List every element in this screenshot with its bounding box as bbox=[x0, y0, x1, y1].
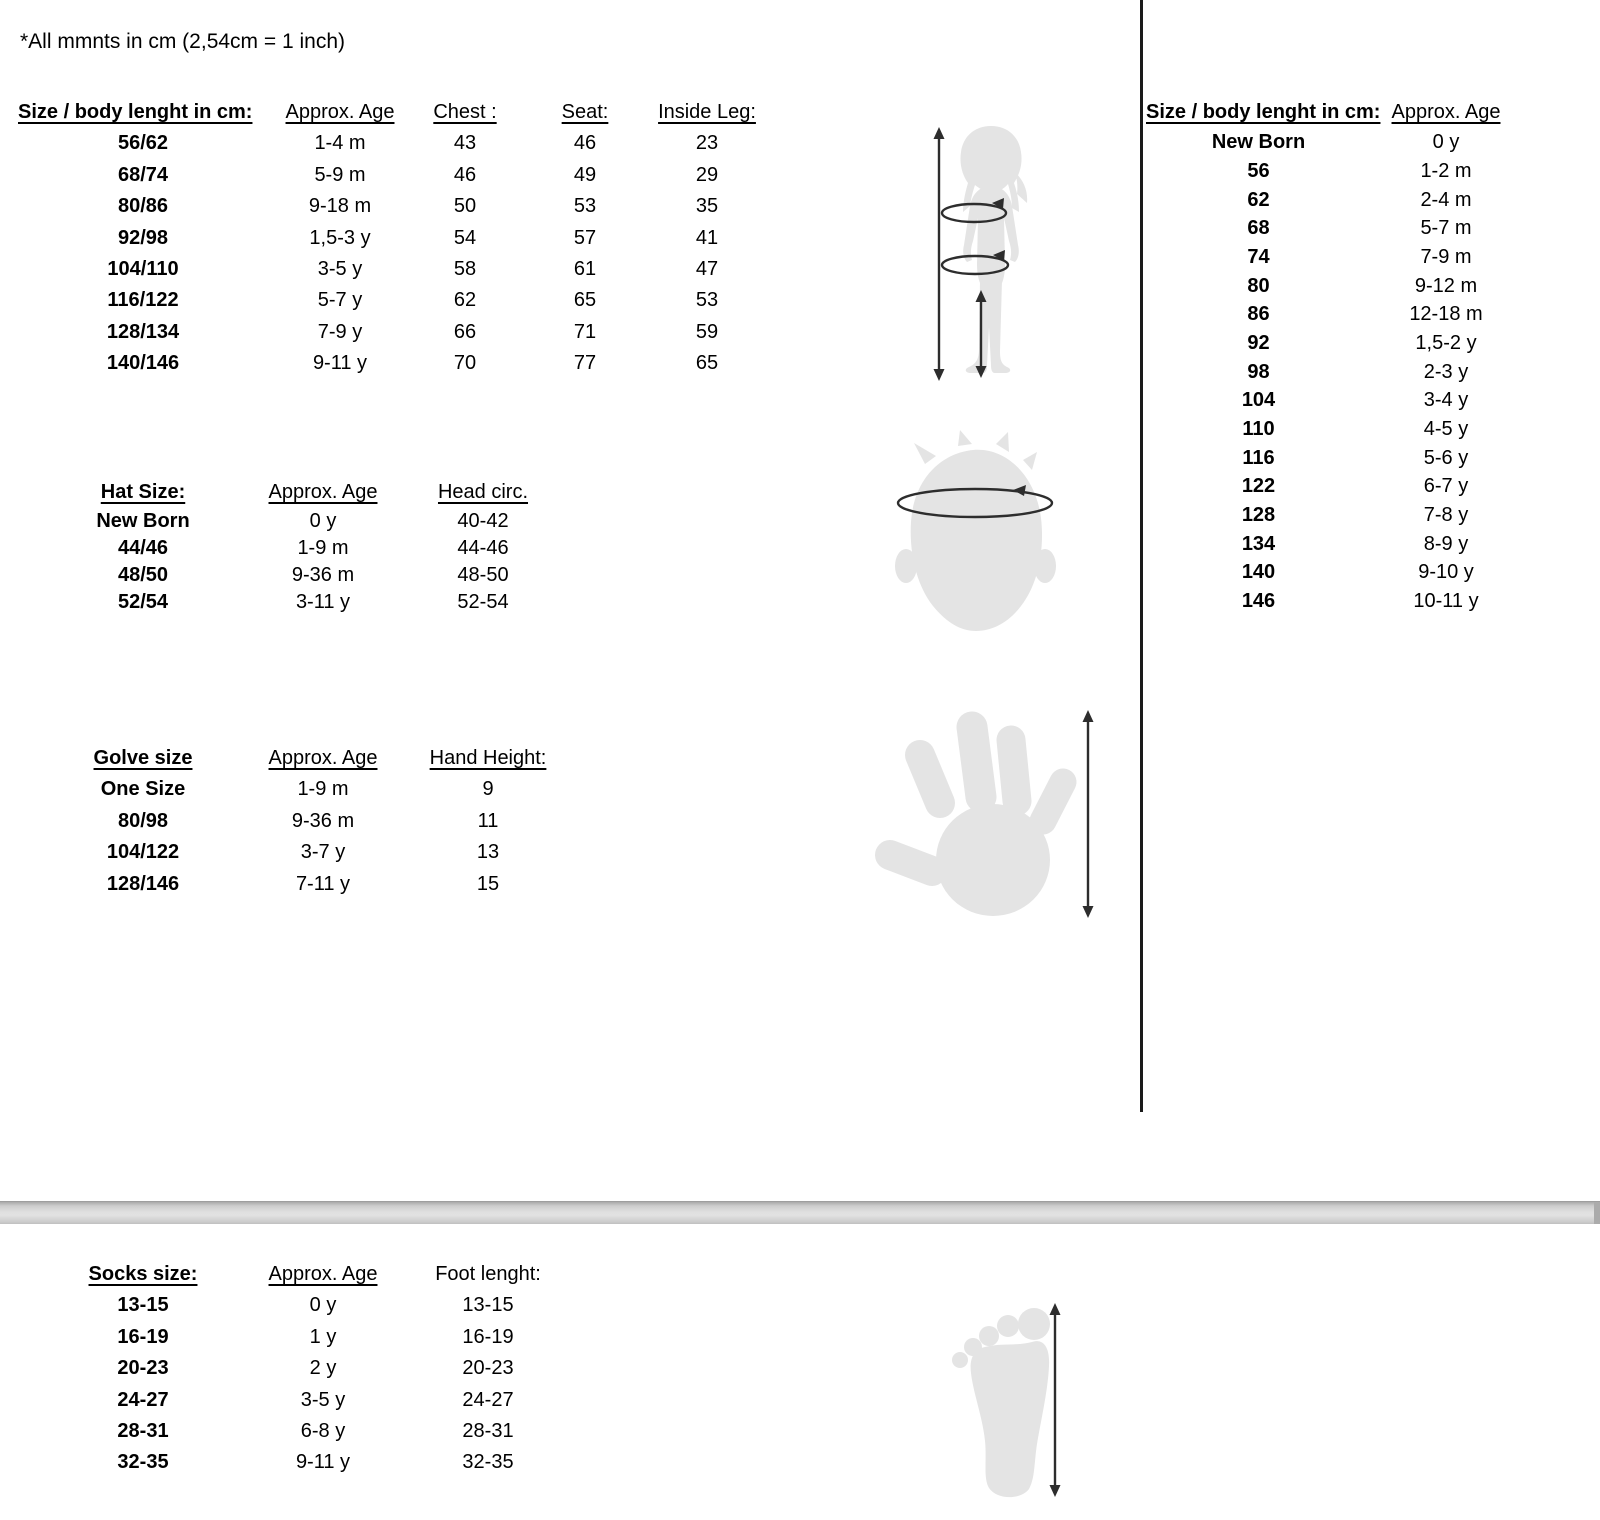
hand-height-arrow-icon bbox=[1083, 710, 1094, 918]
table-cell: 140 bbox=[1241, 561, 1276, 584]
table-cell: 140/146 bbox=[106, 352, 180, 375]
table-cell: 53 bbox=[695, 289, 719, 312]
table-cell: 1,5-2 y bbox=[1415, 331, 1477, 354]
table-cell: 9 bbox=[482, 778, 494, 801]
table-cell: 9-11 y bbox=[312, 352, 368, 375]
table-cell: 1 y bbox=[309, 1325, 337, 1348]
column-header-head-circ: Head circ. bbox=[437, 481, 529, 503]
table-cell: 3-5 y bbox=[317, 257, 363, 280]
foot-length-arrow-icon bbox=[1050, 1303, 1061, 1497]
table-cell: 104 bbox=[1241, 389, 1276, 412]
table-cell: 46 bbox=[573, 132, 597, 155]
table-cell: 65 bbox=[695, 352, 719, 375]
table-cell: 116 bbox=[1242, 446, 1275, 469]
hat-size-table bbox=[58, 477, 548, 616]
hand-height-silhouette bbox=[850, 685, 1110, 935]
table-cell: 9-12 m bbox=[1414, 274, 1478, 297]
column-header-size: Size / body lenght in cm: bbox=[1146, 101, 1381, 123]
table-cell: 1-2 m bbox=[1420, 160, 1472, 183]
table-cell: 2-4 m bbox=[1420, 188, 1472, 211]
measurement-note: *All mmnts in cm (2,54cm = 1 inch) bbox=[20, 30, 346, 53]
table-cell: 134 bbox=[1241, 532, 1276, 555]
table-cell: 56 bbox=[1247, 160, 1270, 183]
table-cell: 24-27 bbox=[117, 1388, 169, 1411]
table-cell: 116/122 bbox=[107, 289, 179, 312]
table-cell: 32-35 bbox=[117, 1451, 169, 1474]
table-cell: 15 bbox=[476, 872, 500, 895]
column-header-age: Approx. Age bbox=[285, 101, 395, 123]
table-cell: 9-11 y bbox=[295, 1451, 351, 1474]
table-cell: 11 bbox=[477, 809, 499, 832]
table-cell: One Size bbox=[100, 778, 186, 801]
column-header-foot-length: Foot lenght: bbox=[435, 1263, 541, 1285]
table-cell: 1-4 m bbox=[314, 132, 366, 155]
table-cell: 65 bbox=[573, 289, 597, 312]
column-header-age: Approx. Age bbox=[1391, 101, 1501, 123]
table-cell: 7-9 m bbox=[1420, 246, 1472, 269]
table-cell: 0 y bbox=[309, 510, 337, 533]
table-cell: 3-11 y bbox=[295, 591, 351, 614]
child-height-measurement-silhouette bbox=[900, 112, 1070, 392]
table-cell: 122 bbox=[1241, 475, 1276, 498]
column-header-age: Approx. Age bbox=[268, 481, 378, 503]
column-header-seat: Seat: bbox=[561, 101, 609, 123]
horizontal-divider-bar bbox=[0, 1201, 1600, 1224]
vertical-divider-line bbox=[1140, 0, 1143, 1112]
table-cell: 1-9 m bbox=[297, 778, 349, 801]
foot-silhouette bbox=[952, 1308, 1050, 1497]
table-cell: 3-5 y bbox=[300, 1388, 346, 1411]
table-cell: 2-3 y bbox=[1423, 360, 1469, 383]
socks-size-table bbox=[58, 1259, 558, 1479]
table-cell: 57 bbox=[573, 226, 597, 249]
table-cell: 6-8 y bbox=[300, 1419, 346, 1442]
table-cell: 43 bbox=[453, 132, 477, 155]
table-cell: 74 bbox=[1247, 246, 1270, 269]
glove-size-table bbox=[58, 743, 558, 900]
table-cell: 54 bbox=[453, 226, 477, 249]
table-cell: 59 bbox=[695, 320, 719, 343]
table-cell: 66 bbox=[453, 320, 477, 343]
table-cell: 40-42 bbox=[457, 510, 509, 533]
table-cell: 146 bbox=[1241, 589, 1276, 612]
table-cell: 80/98 bbox=[117, 809, 169, 832]
table-cell: 53 bbox=[573, 195, 597, 218]
table-cell: 80/86 bbox=[117, 195, 169, 218]
table-cell: 7-9 y bbox=[317, 320, 363, 343]
table-cell: 12-18 m bbox=[1409, 303, 1483, 326]
column-header-hand-height: Hand Height: bbox=[429, 747, 547, 769]
table-cell: 13 bbox=[476, 841, 500, 864]
table-cell: 44-46 bbox=[457, 537, 509, 560]
head-circumference-silhouette bbox=[880, 430, 1080, 660]
table-cell: 0 y bbox=[309, 1294, 337, 1317]
table-cell: 52-54 bbox=[457, 591, 509, 614]
table-cell: 16-19 bbox=[462, 1325, 514, 1348]
table-cell: 20-23 bbox=[117, 1357, 169, 1380]
table-cell: 52/54 bbox=[117, 591, 169, 614]
column-header-size: Size / body lenght in cm: bbox=[18, 101, 253, 123]
size-age-table bbox=[1146, 97, 1521, 616]
table-cell: 6-7 y bbox=[1423, 475, 1469, 498]
table-cell: 86 bbox=[1247, 303, 1270, 326]
table-cell: 28-31 bbox=[117, 1419, 169, 1442]
table-cell: 128/134 bbox=[106, 320, 180, 343]
table-cell: 46 bbox=[453, 163, 477, 186]
table-cell: 7-11 y bbox=[295, 872, 351, 895]
table-cell: 0 y bbox=[1432, 131, 1460, 154]
table-cell: 68 bbox=[1247, 217, 1270, 240]
table-cell: 23 bbox=[695, 132, 719, 155]
table-cell: 49 bbox=[573, 163, 597, 186]
table-cell: 16-19 bbox=[117, 1325, 169, 1348]
table-cell: 24-27 bbox=[462, 1388, 514, 1411]
table-cell: 28-31 bbox=[462, 1419, 514, 1442]
table-cell: 13-15 bbox=[462, 1294, 514, 1317]
column-header-inside-leg: Inside Leg: bbox=[658, 101, 756, 123]
table-cell: 48-50 bbox=[457, 564, 509, 587]
table-cell: 1-9 m bbox=[297, 537, 349, 560]
table-cell: 61 bbox=[573, 257, 597, 280]
table-cell: 58 bbox=[453, 257, 477, 280]
table-cell: 5-6 y bbox=[1423, 446, 1469, 469]
head-silhouette bbox=[895, 430, 1056, 631]
column-header-socks-size: Socks size: bbox=[88, 1263, 198, 1285]
table-cell: 62 bbox=[1247, 188, 1270, 211]
table-cell: 50 bbox=[453, 195, 477, 218]
hand-silhouette bbox=[890, 727, 1063, 916]
table-cell: 92/98 bbox=[117, 226, 169, 249]
column-header-glove-size: Golve size bbox=[93, 747, 193, 769]
table-cell: 4-5 y bbox=[1423, 417, 1469, 440]
table-cell: 9-36 m bbox=[291, 809, 355, 832]
column-header-hat-size: Hat Size: bbox=[100, 481, 186, 503]
table-cell: 3-7 y bbox=[300, 841, 346, 864]
table-cell: 98 bbox=[1247, 360, 1270, 383]
foot-length-silhouette bbox=[920, 1280, 1080, 1510]
table-cell: 32-35 bbox=[462, 1451, 514, 1474]
column-header-age: Approx. Age bbox=[268, 747, 378, 769]
table-cell: 9-18 m bbox=[308, 195, 372, 218]
table-cell: 80 bbox=[1247, 274, 1270, 297]
table-cell: 47 bbox=[695, 257, 719, 280]
table-cell: 35 bbox=[695, 195, 719, 218]
table-cell: 9-10 y bbox=[1418, 561, 1474, 584]
child-silhouette bbox=[960, 126, 1027, 373]
table-cell: 68/74 bbox=[117, 163, 169, 186]
height-arrow-icon bbox=[934, 127, 945, 381]
table-cell: 110 bbox=[1242, 417, 1275, 440]
table-cell: 44/46 bbox=[117, 537, 169, 560]
table-cell: 8-9 y bbox=[1423, 532, 1469, 555]
table-cell: 92 bbox=[1247, 331, 1270, 354]
table-cell: 3-4 y bbox=[1423, 389, 1469, 412]
table-cell: 104/122 bbox=[106, 841, 180, 864]
table-cell: 2 y bbox=[309, 1357, 337, 1380]
table-cell: 5-9 m bbox=[314, 163, 366, 186]
body-measurements-table bbox=[18, 97, 762, 380]
table-cell: 9-36 m bbox=[291, 564, 355, 587]
table-cell: 128/146 bbox=[106, 872, 180, 895]
table-cell: 29 bbox=[695, 163, 719, 186]
table-cell: 20-23 bbox=[462, 1357, 514, 1380]
table-cell: 62 bbox=[453, 289, 477, 312]
table-cell: 5-7 m bbox=[1420, 217, 1472, 240]
table-cell: 1,5-3 y bbox=[309, 226, 371, 249]
table-cell: 41 bbox=[695, 226, 719, 249]
table-cell: 48/50 bbox=[117, 564, 169, 587]
column-header-chest: Chest : bbox=[433, 101, 497, 123]
table-cell: 5-7 y bbox=[317, 289, 363, 312]
table-cell: 10-11 y bbox=[1413, 589, 1479, 612]
table-cell: 77 bbox=[573, 352, 597, 375]
table-cell: New Born bbox=[1211, 131, 1306, 154]
table-cell: 104/110 bbox=[107, 257, 179, 280]
table-cell: New Born bbox=[96, 510, 190, 533]
table-cell: 56/62 bbox=[117, 132, 169, 155]
table-cell: 70 bbox=[453, 352, 477, 375]
column-header-age: Approx. Age bbox=[268, 1263, 378, 1285]
table-cell: 128 bbox=[1241, 503, 1276, 526]
table-cell: 7-8 y bbox=[1423, 503, 1469, 526]
table-cell: 13-15 bbox=[117, 1294, 169, 1317]
table-cell: 71 bbox=[573, 320, 597, 343]
